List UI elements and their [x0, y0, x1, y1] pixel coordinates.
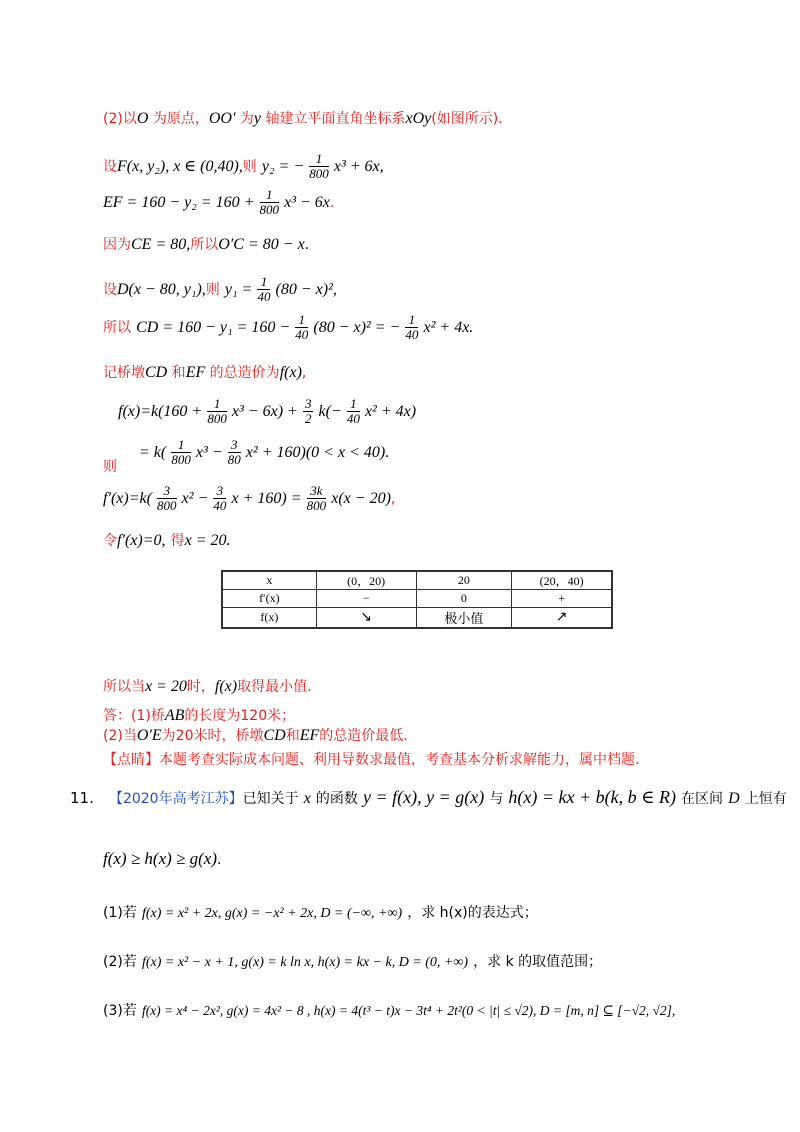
math: O	[136, 110, 149, 127]
fraction: $\frac{3}{800}$	[157, 483, 177, 513]
text: 取得最小值.	[237, 679, 312, 695]
line-CD	[103, 313, 473, 342]
line-CE	[103, 234, 309, 254]
math: EF	[185, 364, 206, 381]
math: f′(x)=k(	[103, 490, 152, 507]
math: x	[303, 790, 311, 807]
text: 为	[235, 111, 254, 127]
table-cell: −	[316, 590, 416, 608]
math: y₁ =	[224, 281, 253, 298]
math: f′(x)=0,	[117, 532, 166, 549]
line-define-D	[103, 275, 337, 304]
problem-11-inequality	[103, 849, 221, 869]
math: y = f(x), y = g(x)	[362, 787, 485, 807]
text: 上恒有	[744, 791, 787, 807]
math: D(x − 80, y₁),	[117, 281, 206, 298]
text: 的总造价最低.	[319, 728, 408, 744]
text: 和	[285, 728, 300, 744]
text: 设	[103, 159, 117, 175]
math: f(x) = x² − x + 1, g(x) = k ln x, h(x) = kx − k, D = (0, +∞)	[141, 955, 469, 970]
text: 为20米时，桥墩	[161, 728, 264, 744]
text: ,	[301, 365, 307, 381]
math: EF	[299, 727, 320, 744]
math: D	[728, 790, 740, 807]
text: (2)若	[103, 954, 137, 970]
fraction: $\frac{1}{40}$	[346, 396, 360, 426]
math: x² + 4x.	[423, 319, 474, 336]
math: AB	[164, 707, 185, 724]
fraction: $\frac{1}{40}$	[295, 312, 309, 342]
text: .	[304, 237, 310, 253]
table-row	[222, 590, 612, 608]
table-cell: (0，20)	[316, 571, 416, 590]
text: 所以当	[103, 679, 145, 695]
math: F(x, y₂), x ∈ (0,40),	[117, 158, 243, 175]
math: CD	[263, 727, 286, 744]
text: (2)以	[103, 111, 137, 127]
math: EF = 160 − y₂ = 160 +	[103, 194, 255, 211]
math: h(x) = kx + b(k, b ∈ R)	[508, 787, 676, 807]
math: O′E	[136, 727, 162, 744]
math: y₂ = −	[261, 158, 305, 175]
text: 设	[103, 282, 117, 298]
text: 在区间	[681, 791, 724, 807]
text: 则	[242, 159, 257, 175]
text: 的总造价为	[205, 365, 280, 381]
table-cell: 20	[416, 571, 512, 590]
fraction: $\frac{1}{800}$	[259, 187, 279, 217]
math: f(x) ≥ h(x) ≥ g(x)	[103, 849, 217, 868]
text: 令	[103, 533, 117, 549]
fraction: $\frac{1}{800}$	[171, 437, 191, 467]
table-cell: x	[222, 571, 316, 590]
fraction: $\frac{1}{800}$	[207, 396, 227, 426]
text: 所以	[103, 320, 131, 336]
text: 记桥墩	[103, 365, 145, 381]
problem-11-part-1	[103, 902, 538, 922]
text: (3)若	[103, 1003, 137, 1019]
text: (如图所示).	[431, 111, 503, 127]
math: (80 − x)² = −	[313, 319, 401, 336]
text: 轴建立平面直角坐标系	[261, 111, 406, 127]
math: x³ + 6x,	[333, 158, 384, 175]
math: xOy	[405, 110, 432, 127]
text: (1)若	[103, 905, 137, 921]
math: x = 20.	[184, 532, 231, 549]
conclusion-min	[103, 676, 312, 696]
table-cell: 极小值	[416, 608, 512, 629]
line-derivative	[103, 484, 395, 513]
text: 与	[489, 791, 504, 807]
text: 的长度为120米；	[184, 708, 296, 724]
math: O′C = 80 − x	[218, 236, 305, 253]
table-cell: f′(x)	[222, 590, 316, 608]
text: 时，	[186, 679, 215, 695]
math: x = 20	[145, 678, 187, 695]
math: CD	[145, 364, 168, 381]
table-cell: f(x)	[222, 608, 316, 629]
text: 答：(1)桥	[103, 708, 165, 724]
line-define-F	[103, 152, 384, 181]
fraction: $\frac{3}{2}$	[304, 396, 312, 426]
text: 得	[170, 533, 185, 549]
line-critical-point	[103, 530, 231, 550]
answer-part-1	[103, 705, 295, 725]
text: 为原点，	[148, 111, 209, 127]
fraction: $\frac{3}{80}$	[227, 437, 241, 467]
fraction: $\frac{1}{800}$	[309, 151, 329, 181]
comment-note: 【点睛】本题考查实际成本问题、利用导数求最值，考查基本分析求解能力，属中档题.	[103, 752, 640, 768]
line-coordinate-setup	[103, 108, 503, 128]
math: x³ − 6x) +	[231, 403, 298, 420]
math: x(x − 20)	[331, 490, 391, 507]
text: .	[329, 195, 335, 211]
line-total-cost	[103, 362, 306, 382]
text: 的函数	[315, 791, 358, 807]
math: f(x)	[214, 678, 238, 695]
line-fx-simplified	[139, 438, 389, 467]
fraction: $\frac{3k}{800}$	[306, 483, 327, 513]
math: x³ −	[195, 444, 223, 461]
text: .	[217, 852, 222, 868]
text: 已知关于	[242, 791, 299, 807]
text: 则	[205, 282, 220, 298]
line-fx-def	[118, 397, 416, 426]
text: (2)当	[103, 728, 137, 744]
math: f(x)	[279, 364, 302, 381]
problem-11-header	[70, 787, 787, 808]
math: CD = 160 − y₁ = 160 −	[136, 319, 291, 336]
table-row	[222, 571, 612, 590]
math: f(x)=k(160 +	[118, 403, 203, 420]
fraction: $\frac{1}{40}$	[257, 274, 271, 304]
table-cell: (20，40)	[512, 571, 612, 590]
math: f(x) = x² + 2x, g(x) = −x² + 2x, D = (−∞, +∞)	[141, 906, 403, 921]
fraction: $\frac{3}{40}$	[213, 483, 227, 513]
source-tag: 【2020年高考江苏】	[108, 791, 243, 807]
math: k(−	[318, 403, 342, 420]
math: f(x) = x⁴ − 2x², g(x) = 4x² − 8 , h(x) = 4(t³ − t)x − 3t⁴ + 2t²(0 < |t| ≤ √2), D = [m, n] ⊆ [−√2, √2],	[141, 1003, 676, 1018]
math: x³ − 6x	[284, 194, 330, 211]
increasing-arrow-icon: ↗	[512, 608, 612, 629]
text: ，求 k 的取值范围；	[473, 954, 603, 970]
problem-11-part-2	[103, 951, 602, 971]
math: x² −	[181, 490, 209, 507]
text: 和	[167, 365, 186, 381]
table-cell: 0	[416, 590, 512, 608]
table-row	[222, 608, 612, 629]
problem-number: 11.	[70, 789, 94, 807]
math: OO′	[208, 110, 236, 127]
text: ,	[390, 491, 396, 507]
math: x² + 160)(0 < x < 40).	[245, 444, 390, 461]
math: CE = 80,	[131, 236, 191, 253]
table-cell: +	[512, 590, 612, 608]
math: = k(	[139, 444, 167, 461]
math: x + 160) =	[231, 490, 302, 507]
line-EF	[103, 188, 334, 217]
text: ，求 h(x)的表达式；	[407, 905, 538, 921]
variation-table	[221, 570, 613, 629]
answer-part-2	[103, 725, 408, 745]
problem-11-part-3	[103, 1000, 675, 1020]
text: 因为	[103, 237, 131, 253]
fraction: $\frac{1}{40}$	[405, 312, 419, 342]
text: 所以	[190, 237, 219, 253]
text: 则	[103, 459, 117, 475]
math: (80 − x)²,	[275, 281, 337, 298]
decreasing-arrow-icon: ↘	[316, 608, 416, 629]
math: x² + 4x)	[364, 403, 417, 420]
math: y	[253, 110, 262, 127]
